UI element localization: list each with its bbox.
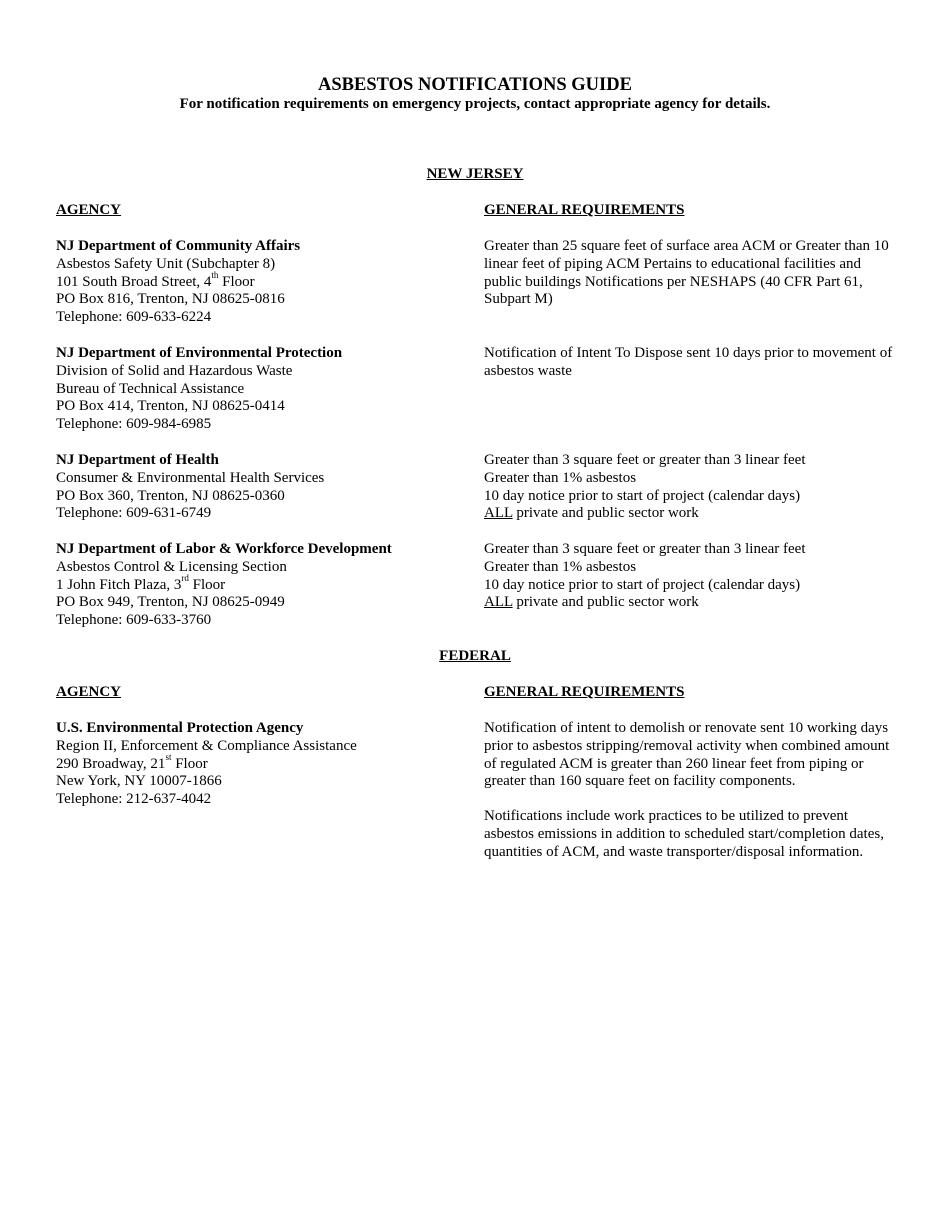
agency-region: Region II, Enforcement & Compliance Assistance (56, 737, 357, 754)
agency-phone: Telephone: 609-633-6224 (56, 309, 212, 326)
agency-street: 1 John Fitch Plaza, 3rd Floor (56, 572, 226, 593)
requirements-health (484, 452, 904, 523)
agency-name: NJ Department of Community Affairs (56, 238, 301, 254)
agency-name: U.S. Environmental Protection Agency (56, 720, 304, 736)
agency-phone: Telephone: 212-637-4042 (56, 791, 212, 808)
agency-po-box: PO Box 360, Trenton, NJ 08625-0360 (56, 487, 285, 504)
requirements-labor (484, 541, 904, 612)
agency-unit: Asbestos Control & Licensing Section (56, 558, 287, 575)
agency-block-labor (56, 541, 456, 630)
agency-unit: Consumer & Environmental Health Services (56, 469, 325, 486)
section-heading-new-jersey: NEW JERSEY (426, 166, 524, 182)
requirement-line: Greater than 3 square feet or greater than 3 linear feet (484, 541, 806, 557)
agency-name: NJ Department of Health (56, 452, 219, 468)
agency-po-box: PO Box 414, Trenton, NJ 08625-0414 (56, 398, 285, 415)
agency-phone: Telephone: 609-984-6985 (56, 416, 212, 433)
agency-street: 101 South Broad Street, 4th Floor (56, 269, 255, 290)
agency-po-box: PO Box 949, Trenton, NJ 08625-0949 (56, 594, 285, 611)
requirement-line: 10 day notice prior to start of project (calendar days) (484, 576, 801, 593)
requirement-line: 10 day notice prior to start of project (calendar days) (484, 487, 801, 504)
requirement-line: Greater than 3 square feet or greater than 3 linear feet (484, 452, 806, 468)
requirements-column-heading: GENERAL REQUIREMENTS (484, 202, 685, 218)
agency-phone: Telephone: 609-631-6749 (56, 505, 212, 522)
requirements-epa-notification: Notification of intent to demolish or renovate sent 10 working days prior to asbestos stripping/removal activity when combined amount of regulated ACM is greater than 260 linear feet from piping or greater than 160 square feet on facility components. (484, 720, 890, 790)
requirements-column-heading: GENERAL REQUIREMENTS (484, 684, 685, 700)
agency-po-box: PO Box 816, Trenton, NJ 08625-0816 (56, 291, 285, 308)
agency-block-health (56, 452, 456, 523)
section-heading-federal: FEDERAL (439, 648, 511, 664)
requirement-line: ALL private and public sector work (484, 505, 699, 522)
requirements-epa-work-practices: Notifications include work practices to be utilized to prevent asbestos emissions in addition to scheduled start/completion dates, quantities of ACM, and waste transporter/disposal information. (484, 808, 884, 860)
agency-block-dca (56, 238, 456, 327)
requirements-dep: Notification of Intent To Dispose sent 10 days prior to movement of asbestos waste (484, 345, 893, 379)
agency-name: NJ Department of Environmental Protection (56, 345, 343, 361)
agency-name: NJ Department of Labor & Workforce Development (56, 541, 392, 557)
requirements-dca: Greater than 25 square feet of surface area ACM or Greater than 10 linear feet of piping ACM Pertains to educational facilities and public buildings Notifications per NESHAPS (40 CFR Part 61, Subpart M) (484, 238, 889, 308)
requirement-line: ALL private and public sector work (484, 594, 699, 611)
agency-city: New York, NY 10007-1866 (56, 773, 222, 790)
requirement-line: Greater than 1% asbestos (484, 469, 637, 486)
agency-column-heading: AGENCY (56, 684, 122, 700)
page-subtitle: For notification requirements on emergency projects, contact appropriate agency for details. (179, 96, 771, 112)
agency-column-heading: AGENCY (56, 202, 122, 218)
agency-unit: Asbestos Safety Unit (Subchapter 8) (56, 255, 276, 272)
agency-block-dep (56, 345, 456, 434)
page-title: ASBESTOS NOTIFICATIONS GUIDE (318, 75, 632, 95)
requirement-line: Greater than 1% asbestos (484, 558, 637, 575)
agency-block-epa (56, 720, 456, 809)
agency-division: Division of Solid and Hazardous Waste (56, 362, 293, 379)
agency-phone: Telephone: 609-633-3760 (56, 612, 212, 629)
agency-street: 290 Broadway, 21st Floor (56, 751, 208, 772)
agency-bureau: Bureau of Technical Assistance (56, 380, 245, 397)
